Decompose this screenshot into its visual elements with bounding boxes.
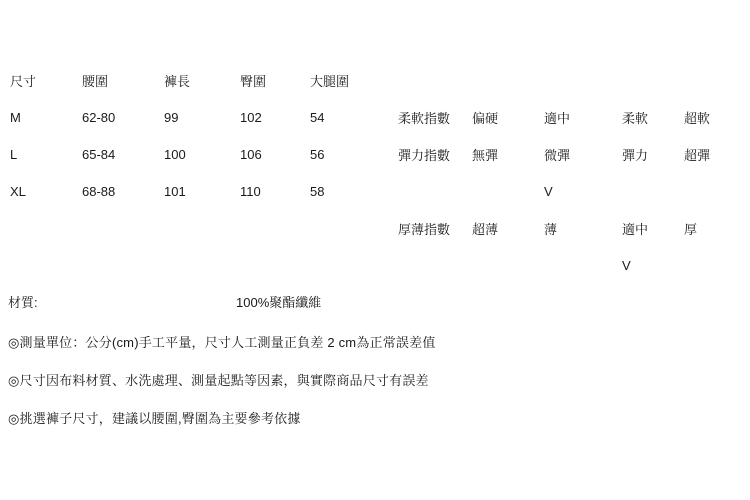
header-blank-1 bbox=[396, 62, 470, 99]
cell-length: 100 bbox=[164, 147, 186, 162]
cell-length bbox=[162, 210, 238, 247]
cell-waist bbox=[80, 247, 162, 284]
cell-thigh bbox=[308, 247, 396, 284]
cell-option-3: 柔軟 bbox=[622, 111, 649, 126]
cell-hip bbox=[238, 210, 308, 247]
note-size-advice: ◎挑選褲子尺寸，建議以腰圍,臀圍為主要參考依據 bbox=[8, 411, 301, 426]
cell-index-label bbox=[396, 173, 470, 210]
cell-length bbox=[162, 247, 238, 284]
note-measurement-unit: ◎測量單位：公分(cm)手工平量，尺寸人工測量正負差 2 cm為正常誤差值 bbox=[8, 335, 436, 350]
cell-option-2: 薄 bbox=[544, 222, 558, 237]
table-row bbox=[8, 136, 742, 173]
cell-option-1 bbox=[470, 247, 542, 284]
header-length: 褲長 bbox=[164, 74, 191, 89]
header-size: 尺寸 bbox=[10, 74, 37, 89]
note-fabric-tolerance: ◎尺寸因布料材質、水洗處理、測量起點等因素，與實際商品尺寸有誤差 bbox=[8, 373, 429, 388]
cell-waist: 62-80 bbox=[82, 110, 116, 125]
cell-option-1: 無彈 bbox=[472, 148, 499, 163]
cell-hip: 102 bbox=[240, 110, 262, 125]
cell-hip: 106 bbox=[240, 147, 262, 162]
cell-index-label: 厚薄指數 bbox=[398, 222, 451, 237]
cell-option-1: 偏硬 bbox=[472, 111, 499, 126]
cell-size: L bbox=[10, 147, 18, 162]
cell-size: M bbox=[10, 110, 21, 125]
cell-option-3: 適中 bbox=[622, 222, 649, 237]
header-blank-3 bbox=[542, 62, 620, 99]
cell-thigh: 58 bbox=[310, 184, 325, 199]
table-row bbox=[8, 173, 742, 210]
cell-option-2 bbox=[542, 247, 620, 284]
cell-option-4: 超彈 bbox=[684, 148, 711, 163]
cell-option-3: V bbox=[622, 258, 631, 273]
cell-option-4 bbox=[682, 247, 742, 284]
cell-size bbox=[8, 247, 80, 284]
cell-option-4: 超軟 bbox=[684, 111, 711, 126]
cell-length: 99 bbox=[164, 110, 179, 125]
cell-size bbox=[8, 210, 80, 247]
header-blank-5 bbox=[682, 62, 742, 99]
cell-waist: 65-84 bbox=[82, 147, 116, 162]
size-table bbox=[8, 62, 742, 284]
cell-index-label: 柔軟指數 bbox=[398, 111, 451, 126]
table-header-row bbox=[8, 62, 742, 99]
cell-option-4 bbox=[682, 173, 742, 210]
header-thigh: 大腿圍 bbox=[310, 74, 350, 89]
cell-index-label bbox=[396, 247, 470, 284]
material-label: 材質: bbox=[8, 295, 38, 310]
header-hip: 臀圍 bbox=[240, 74, 267, 89]
cell-hip bbox=[238, 247, 308, 284]
cell-thigh: 54 bbox=[310, 110, 325, 125]
table-row bbox=[8, 247, 742, 284]
cell-option-1 bbox=[470, 173, 542, 210]
cell-option-2: 微彈 bbox=[544, 148, 571, 163]
material-value: 100%聚酯纖維 bbox=[236, 295, 322, 310]
table-row bbox=[8, 210, 742, 247]
table-row bbox=[8, 99, 742, 136]
cell-option-3: 彈力 bbox=[622, 148, 649, 163]
cell-option-3 bbox=[620, 173, 682, 210]
cell-thigh bbox=[308, 210, 396, 247]
cell-waist bbox=[80, 210, 162, 247]
cell-option-1: 超薄 bbox=[472, 222, 499, 237]
cell-index-label: 彈力指數 bbox=[398, 148, 451, 163]
header-waist: 腰圍 bbox=[82, 74, 109, 89]
cell-option-2: V bbox=[544, 184, 553, 199]
cell-length: 101 bbox=[164, 184, 186, 199]
cell-waist: 68-88 bbox=[82, 184, 116, 199]
cell-thigh: 56 bbox=[310, 147, 325, 162]
cell-size: XL bbox=[10, 184, 26, 199]
cell-option-2: 適中 bbox=[544, 111, 571, 126]
cell-option-4: 厚 bbox=[684, 222, 698, 237]
header-blank-4 bbox=[620, 62, 682, 99]
header-blank-2 bbox=[470, 62, 542, 99]
cell-hip: 110 bbox=[240, 184, 261, 199]
